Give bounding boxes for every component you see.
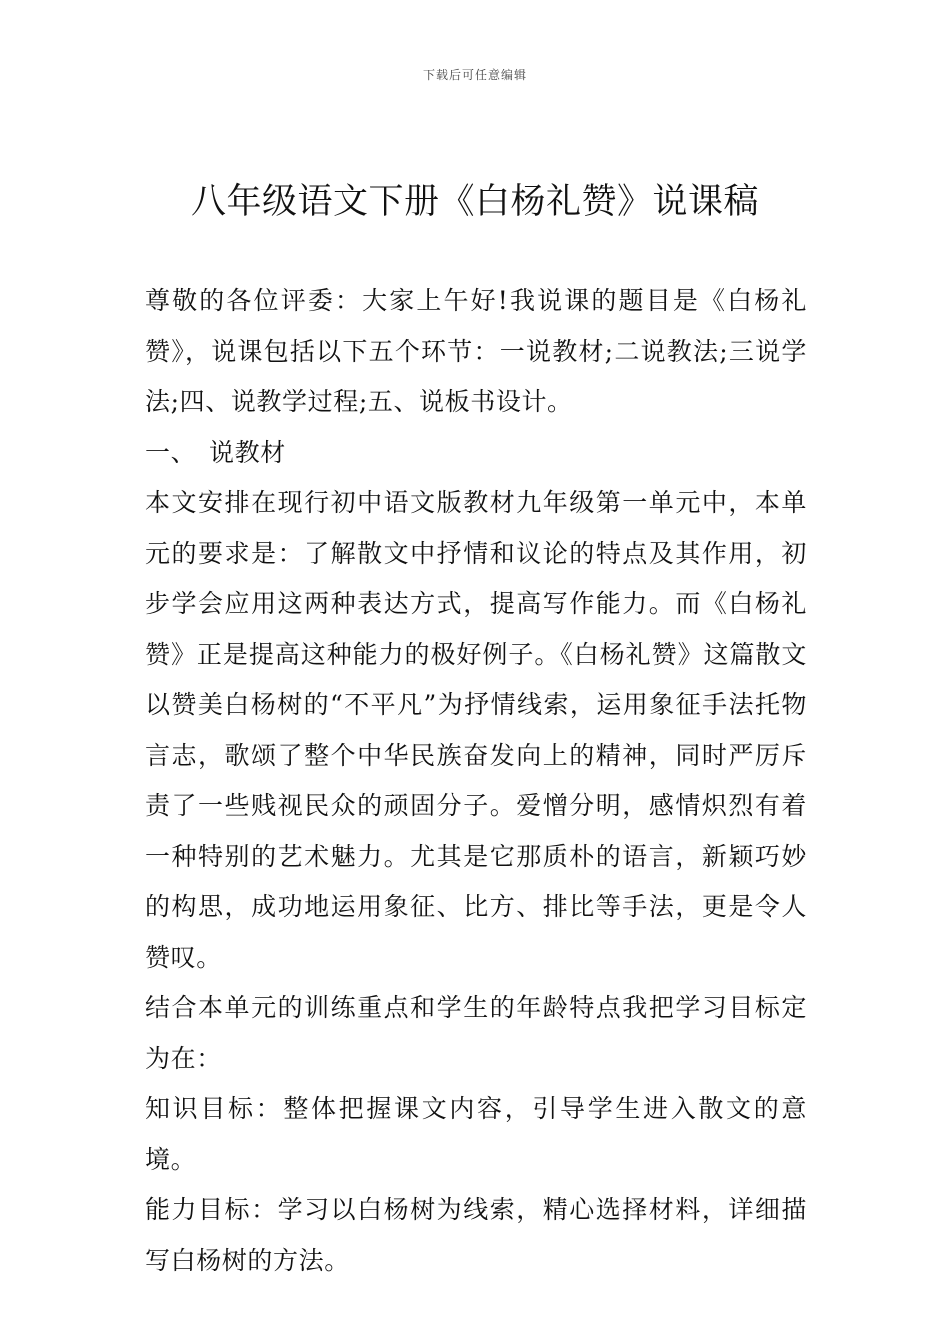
textbook-analysis-paragraph: 本文安排在现行初中语文版教材九年级第一单元中，本单元的要求是：了解散文中抒情和议论的特点及其作用，初步学会应用这两种表达方式，提高写作能力。而《白杨礼赞》正是提高这种能力的极好例子。《白杨礼赞》这篇散文以赞美白杨树的“不平凡”为抒情线索，运用象征手法托物言志，歌颂了整个中华民族奋发向上的精神，同时严厉斥责了一些贱视民众的顽固分子。爱憎分明，感情炽烈有着一种特别的艺术魅力。尤其是它那质朴的语言，新颖巧妙的构思，成功地运用象征、比方、排比等手法，更是令人赞叹。 [145,488,807,972]
section-heading-textbook [145,428,807,479]
goals-intro-paragraph: 结合本单元的训练重点和学生的年龄特点我把学习目标定为在： [145,993,807,1073]
intro-paragraph: 尊敬的各位评委：大家上午好!我说课的题目是《白杨礼赞》，说课包括以下五个环节：一说教材;二说教法;三说学法;四、说教学过程;五、说板书设计。 [145,286,807,416]
section-title: 说教材 [209,437,286,467]
page-title: 八年级语文下册《白杨礼赞》说课稿 [190,182,759,222]
header-note: 下载后可任意编辑 [422,68,527,82]
document-body [145,276,807,1286]
section-number: 一、 [145,437,197,467]
knowledge-goal-paragraph: 知识目标：整体把握课文内容，引导学生进入散文的意境。 [145,1094,807,1174]
ability-goal-paragraph: 能力目标：学习以白杨树为线索，精心选择材料，详细描写白杨树的方法。 [145,1195,807,1275]
